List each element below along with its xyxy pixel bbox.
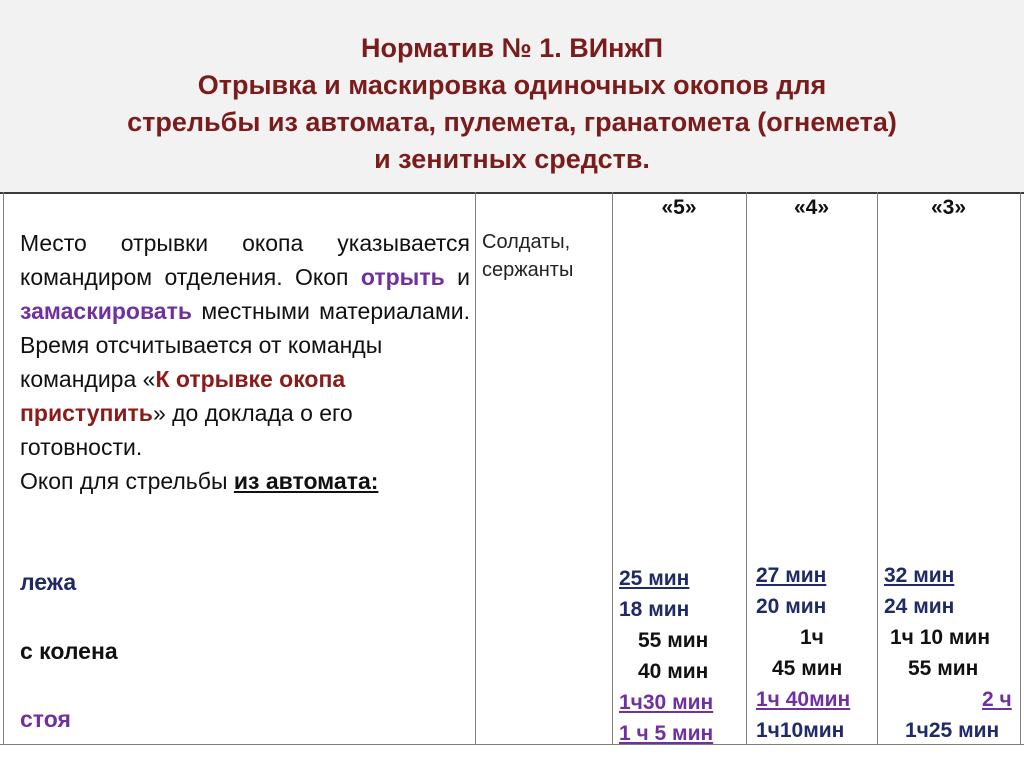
description-paragraph-1: Место отрывки окопа указывается командиром отделения. Окоп отрыть и замаскировать местными материалами. xyxy=(20,230,471,324)
position-standing: стоя xyxy=(20,706,71,732)
table-divider-3 xyxy=(746,192,747,745)
grade-3-header: «3» xyxy=(930,196,967,219)
table-border-bottom xyxy=(0,744,1024,745)
table-divider-1 xyxy=(475,192,476,745)
time-g3-stand-soldier: 2 ч xyxy=(982,688,1012,711)
position-prone: лежа xyxy=(20,569,77,595)
grade-4-header: «4» xyxy=(793,196,830,219)
position-kneeling: с колена xyxy=(20,638,118,664)
title-line-3: стрельбы из автомата, пулемета, гранатомета (огнемета) xyxy=(127,107,897,137)
time-g3-prone-sergeant: 24 мин xyxy=(884,595,955,618)
table-border-left xyxy=(3,192,4,745)
category-cell: Солдаты, сержанты xyxy=(482,231,574,281)
time-g4-prone-sergeant: 20 мин xyxy=(756,595,827,618)
table-border-right xyxy=(1020,192,1021,745)
time-g4-stand-sergeant: 1ч10мин xyxy=(756,719,845,742)
description-paragraph-2: Время отсчитывается от команды командира «К отрывке окопа приступить» до доклада о его готовности. xyxy=(20,332,383,460)
time-g5-stand-soldier: 1ч30 мин xyxy=(619,691,714,714)
title-line-4: и зенитных средств. xyxy=(374,144,650,174)
table-divider-4 xyxy=(877,192,878,745)
time-g3-knee-sergeant: 55 мин xyxy=(908,657,979,680)
time-g4-stand-soldier: 1ч 40мин xyxy=(756,688,851,711)
time-g5-knee-soldier: 55 мин xyxy=(638,629,709,652)
title-line-1: Норматив № 1. ВИнжП xyxy=(360,33,664,63)
time-g5-prone-sergeant: 18 мин xyxy=(619,598,690,621)
time-g4-prone-soldier: 27 мин xyxy=(756,564,827,587)
slide-title xyxy=(0,30,1024,178)
time-g4-knee-sergeant: 45 мин xyxy=(772,657,843,680)
slide-header xyxy=(0,0,1024,194)
title-line-2: Отрывка и маскировка одиночных окопов для xyxy=(197,70,827,100)
time-g4-knee-soldier: 1ч xyxy=(800,626,824,649)
table-divider-2 xyxy=(612,192,613,745)
time-g3-knee-soldier: 1ч 10 мин xyxy=(890,626,991,649)
time-g3-stand-sergeant: 1ч25 мин xyxy=(905,719,1000,742)
time-g5-stand-sergeant: 1 ч 5 мин xyxy=(619,722,714,745)
grade-5-header: «5» xyxy=(661,196,697,219)
time-g3-prone-soldier: 32 мин xyxy=(884,564,955,587)
time-g5-prone-soldier: 25 мин xyxy=(619,567,690,590)
description-cell xyxy=(8,226,470,498)
time-g5-knee-sergeant: 40 мин xyxy=(638,660,709,683)
description-paragraph-3: Окоп для стрельбы из автомата: xyxy=(20,468,379,494)
